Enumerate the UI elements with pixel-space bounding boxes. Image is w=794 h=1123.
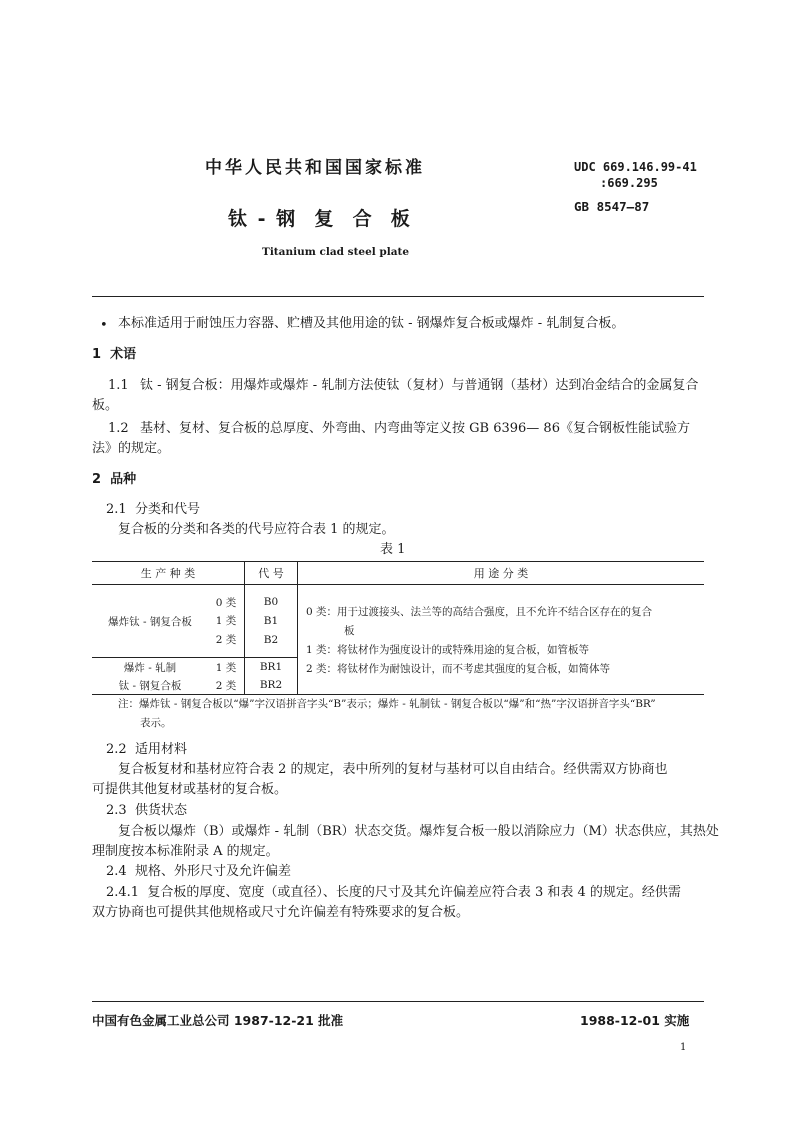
subsection-2-1-text: 复合板的分类和各类的代号应符合表 1 的规定。 — [118, 522, 395, 537]
subsection-2-2-text: 复合板复材和基材应符合表 2 的规定，表中所列的复材与基材可以自由结合。经供需双方协商也 — [118, 762, 668, 777]
item-1-1-text-cont: 板。 — [92, 398, 119, 413]
table1-class: 1 类 — [215, 615, 237, 627]
header-divider — [92, 296, 704, 297]
table1-header-use: 用 途 分 类 — [298, 562, 705, 585]
table1-class: 1 类 — [208, 658, 245, 677]
table-row — [92, 585, 704, 612]
table1-use-2: 2 类：将钛材作为耐蚀设计，而不考虑其强度的复合板，如简体等 — [306, 663, 611, 675]
table1-header-code: 代 号 — [245, 562, 298, 585]
table1-group2-name-line2: 钛 - 钢复合板 — [118, 679, 182, 692]
scope-bullet: • — [100, 318, 108, 333]
table1-code: BR1 — [245, 658, 298, 677]
footer-divider — [92, 1001, 704, 1002]
document-title: 钛 - 钢 复 合 板 — [228, 208, 412, 230]
table1-code: B2 — [245, 630, 298, 658]
table1-class: 2 类 — [215, 679, 237, 692]
table1-group1-name: 爆炸钛 - 钢复合板 — [108, 615, 192, 628]
item-1-1-number: 1.1 — [108, 378, 129, 393]
table1-class: 2 类 — [215, 634, 237, 646]
table1-note: 注：爆炸钛 - 钢复合板以“爆”字汉语拼音字头“B”表示；爆炸 - 轧制钛 - 钢复合板以“爆”和“热”字汉语拼音字头“BR” — [118, 698, 656, 710]
table1-code: BR2 — [245, 676, 298, 695]
udc-number: UDC 669.146.99-41 — [574, 160, 697, 174]
table1-code: B0 — [245, 585, 298, 612]
subsection-2-3-title: 2.3 供货状态 — [106, 803, 187, 818]
table1-group2-name-line1: 爆炸 - 轧制 — [92, 658, 208, 677]
subsection-2-4-1-text-cont: 双方协商也可提供其他规格或尺寸允许偏差有特殊要求的复合板。 — [92, 905, 470, 920]
scope-text: 本标准适用于耐蚀压力容器、贮槽及其他用途的钛 - 钢爆炸复合板或爆炸 - 轧制复合板。 — [118, 316, 625, 331]
table1-caption: 表 1 — [380, 542, 406, 557]
subsection-2-3-text-cont: 理制度按本标准附录 A 的规定。 — [92, 844, 279, 859]
item-1-2-text-cont: 法》的规定。 — [92, 441, 171, 456]
section2-heading: 2 品种 — [92, 472, 137, 487]
table1-use-cell — [298, 585, 705, 695]
subsection-2-2-text-cont: 可提供其他复材或基材的复合板。 — [92, 782, 288, 797]
subsection-2-4-1-text: 2.4.1 复合板的厚度、宽度（或直径）、长度的尺寸及其允许偏差应符合表 3 和表 4 的规定。经供需 — [106, 885, 681, 900]
standard-type: 中华人民共和国国家标准 — [205, 158, 425, 178]
table1-header-row — [92, 562, 704, 585]
page-number: 1 — [680, 1042, 687, 1053]
table1-use-1: 1 类：将钛材作为强度设计的或特殊用途的复合板，如管板等 — [306, 644, 590, 656]
approval-line: 中国有色金属工业总公司 1987-12-21 批准 — [92, 1013, 344, 1028]
item-1-2-text: 基材、复材、复合板的总厚度、外弯曲、内弯曲等定义按 GB 6396— 86《复合钢板性能试验方 — [140, 421, 690, 436]
table1-class: 0 类 — [215, 596, 237, 609]
table1-use-0-cont: 板 — [344, 625, 355, 637]
table1-use-0: 0 类：用于过渡接头、法兰等的高结合强度，且不允许不结合区存在的复合 — [306, 606, 653, 618]
table1 — [92, 561, 704, 695]
gb-number: GB 8547—87 — [574, 199, 650, 214]
item-1-1-text: 钛 - 钢复合板：用爆炸或爆炸 - 轧制方法使钛（复材）与普通钢（基材）达到冶金结合的金属复合 — [140, 378, 699, 393]
table1-code: B1 — [245, 611, 298, 630]
item-1-2-number: 1.2 — [108, 421, 129, 436]
subsection-2-3-text: 复合板以爆炸（B）或爆炸 - 轧制（BR）状态交货。爆炸复合板一般以消除应力（M）状态供应，其热处 — [118, 824, 719, 839]
effective-date: 1988-12-01 实施 — [580, 1013, 690, 1028]
table1-note-cont: 表示。 — [140, 717, 172, 729]
udc-number-cont: :669.295 — [600, 176, 658, 190]
table1-header-type: 生 产 种 类 — [92, 562, 245, 585]
subsection-2-1-title: 2.1 分类和代号 — [106, 502, 200, 517]
subsection-2-2-title: 2.2 适用材料 — [106, 742, 187, 757]
subsection-2-4-title: 2.4 规格、外形尺寸及允许偏差 — [106, 864, 291, 879]
document-title-en: Titanium clad steel plate — [262, 246, 410, 258]
section1-heading: 1 术语 — [92, 347, 137, 362]
